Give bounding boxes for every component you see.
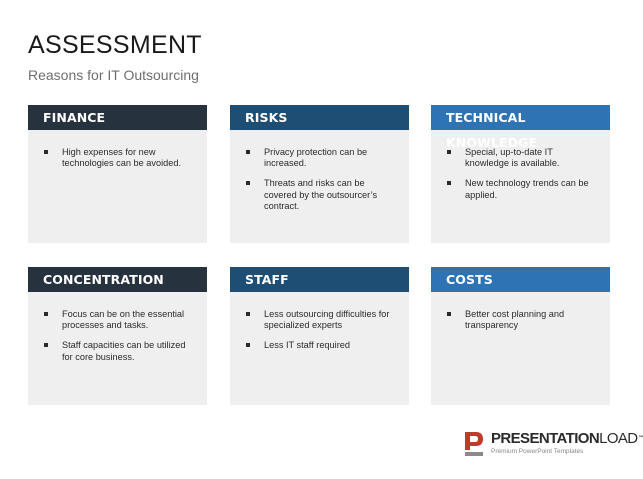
card-body-costs — [431, 292, 610, 331]
logo-tagline: Premium PowerPoint Templates — [491, 448, 584, 455]
card-technical-knowledge — [431, 105, 610, 243]
card-body-staff — [230, 292, 409, 352]
list-item: Privacy protection can be increased. — [246, 147, 395, 169]
logo-wordmark — [491, 430, 643, 447]
card-concentration — [28, 267, 207, 405]
card-header-finance: FINANCE — [28, 105, 207, 130]
list-item: Focus can be on the essential processes and tasks. — [44, 309, 193, 331]
logo-trademark: ™ — [638, 435, 643, 441]
list-item: Less IT staff required — [246, 340, 395, 351]
card-header-risks: RISKS — [230, 105, 409, 130]
card-header-costs: COSTS — [431, 267, 610, 292]
card-header-staff: STAFF — [230, 267, 409, 292]
slide-subtitle: Reasons for IT Outsourcing — [28, 67, 199, 83]
list-item: Better cost planning and transparency — [447, 309, 596, 331]
presentationload-logo-icon — [463, 431, 485, 457]
slide-title: ASSESSMENT — [28, 31, 202, 59]
card-staff — [230, 267, 409, 405]
card-risks — [230, 105, 409, 243]
list-item: Staff capacities can be utilized for core business. — [44, 340, 193, 362]
logo-word-bold: PRESENTATION — [491, 430, 600, 447]
card-header-technical-knowledge: TECHNICAL KNOWLEDGE — [431, 105, 610, 130]
card-body-concentration — [28, 292, 207, 363]
card-body-risks — [230, 130, 409, 212]
card-costs — [431, 267, 610, 405]
brand-logo — [463, 430, 643, 460]
logo-word-light: LOAD — [599, 430, 638, 447]
list-item: New technology trends can be applied. — [447, 178, 596, 200]
list-item: Threats and risks can be covered by the outsourcer’s contract. — [246, 178, 395, 212]
card-header-concentration: CONCENTRATION — [28, 267, 207, 292]
card-finance — [28, 105, 207, 243]
list-item: High expenses for new technologies can be avoided. — [44, 147, 193, 169]
list-item: Less outsourcing difficulties for specialized experts — [246, 309, 395, 331]
card-body-finance — [28, 130, 207, 169]
list-item: Special, up-to-date IT knowledge is available. — [447, 147, 596, 169]
